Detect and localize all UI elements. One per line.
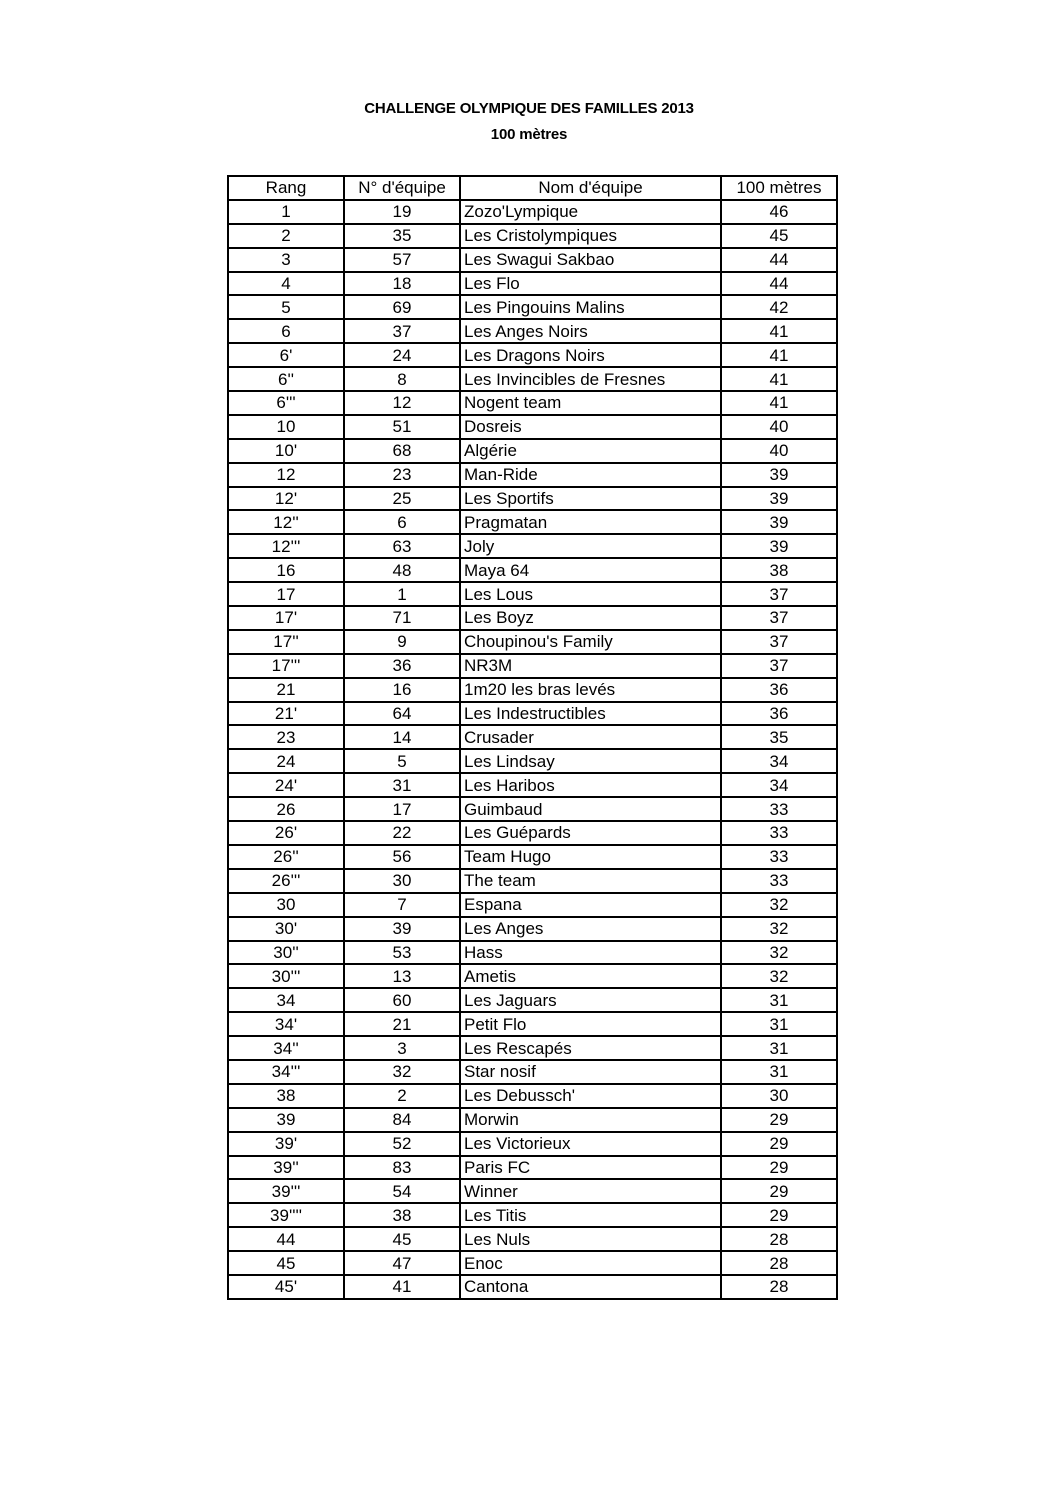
cell-team-name: Crusader — [460, 725, 721, 749]
cell-team-name: Choupinou's Family — [460, 630, 721, 654]
cell-team-name: Espana — [460, 893, 721, 917]
table-row — [228, 272, 837, 296]
cell-team-name: Les Cristolympiques — [460, 224, 721, 248]
cell-score: 37 — [721, 654, 837, 678]
cell-team-name: Les Victorieux — [460, 1132, 721, 1156]
cell-rank: 17'' — [228, 630, 344, 654]
cell-score: 41 — [721, 319, 837, 343]
cell-team-name: NR3M — [460, 654, 721, 678]
table-row — [228, 1275, 837, 1299]
table-row — [228, 224, 837, 248]
cell-rank: 30'' — [228, 941, 344, 965]
cell-team-name: Paris FC — [460, 1156, 721, 1180]
table-row — [228, 749, 837, 773]
cell-rank: 12'' — [228, 510, 344, 534]
cell-rank: 10 — [228, 415, 344, 439]
table-row — [228, 773, 837, 797]
cell-score: 29 — [721, 1179, 837, 1203]
table-row — [228, 630, 837, 654]
table-row — [228, 941, 837, 965]
cell-score: 39 — [721, 534, 837, 558]
cell-score: 42 — [721, 295, 837, 319]
cell-team-name: Joly — [460, 534, 721, 558]
table-body — [228, 200, 837, 1299]
cell-team-number: 1 — [344, 582, 460, 606]
cell-rank: 24' — [228, 773, 344, 797]
cell-score: 39 — [721, 487, 837, 511]
cell-score: 37 — [721, 582, 837, 606]
cell-score: 33 — [721, 845, 837, 869]
table-row — [228, 702, 837, 726]
cell-team-number: 7 — [344, 893, 460, 917]
cell-score: 39 — [721, 463, 837, 487]
table-row — [228, 534, 837, 558]
cell-team-name: Pragmatan — [460, 510, 721, 534]
cell-team-name: Winner — [460, 1179, 721, 1203]
cell-team-name: Les Guépards — [460, 821, 721, 845]
cell-team-number: 30 — [344, 869, 460, 893]
cell-team-name: Morwin — [460, 1108, 721, 1132]
cell-team-name: Les Invincibles de Fresnes — [460, 367, 721, 391]
table-header — [228, 176, 837, 200]
table-row — [228, 1251, 837, 1275]
table-row — [228, 510, 837, 534]
cell-rank: 23 — [228, 725, 344, 749]
cell-rank: 44 — [228, 1227, 344, 1251]
cell-team-name: Hass — [460, 941, 721, 965]
cell-team-name: Les Boyz — [460, 606, 721, 630]
table-row — [228, 415, 837, 439]
cell-team-number: 47 — [344, 1251, 460, 1275]
cell-rank: 34 — [228, 988, 344, 1012]
header-score: 100 mètres — [721, 176, 837, 200]
cell-rank: 6''' — [228, 391, 344, 415]
cell-team-number: 39 — [344, 917, 460, 941]
cell-rank: 30''' — [228, 964, 344, 988]
results-table — [227, 175, 838, 1300]
table-row — [228, 1036, 837, 1060]
table-row — [228, 964, 837, 988]
cell-score: 44 — [721, 272, 837, 296]
cell-score: 36 — [721, 702, 837, 726]
cell-team-number: 35 — [344, 224, 460, 248]
cell-team-name: Zozo'Lympique — [460, 200, 721, 224]
table-row — [228, 988, 837, 1012]
cell-team-name: Les Haribos — [460, 773, 721, 797]
cell-score: 45 — [721, 224, 837, 248]
cell-score: 32 — [721, 964, 837, 988]
cell-team-number: 31 — [344, 773, 460, 797]
cell-team-number: 25 — [344, 487, 460, 511]
cell-score: 35 — [721, 725, 837, 749]
cell-team-number: 83 — [344, 1156, 460, 1180]
cell-score: 37 — [721, 630, 837, 654]
cell-score: 40 — [721, 415, 837, 439]
cell-team-name: Les Rescapés — [460, 1036, 721, 1060]
cell-rank: 26 — [228, 797, 344, 821]
cell-team-number: 68 — [344, 439, 460, 463]
table-row — [228, 893, 837, 917]
cell-score: 32 — [721, 941, 837, 965]
cell-team-number: 54 — [344, 1179, 460, 1203]
cell-score: 32 — [721, 893, 837, 917]
cell-rank: 39'''' — [228, 1203, 344, 1227]
cell-score: 33 — [721, 869, 837, 893]
cell-team-number: 16 — [344, 678, 460, 702]
cell-score: 41 — [721, 391, 837, 415]
cell-team-number: 57 — [344, 248, 460, 272]
cell-score: 41 — [721, 367, 837, 391]
cell-team-number: 17 — [344, 797, 460, 821]
cell-score: 34 — [721, 773, 837, 797]
table-row — [228, 725, 837, 749]
table-row — [228, 463, 837, 487]
cell-rank: 45 — [228, 1251, 344, 1275]
cell-rank: 17 — [228, 582, 344, 606]
cell-rank: 1 — [228, 200, 344, 224]
cell-rank: 3 — [228, 248, 344, 272]
cell-team-name: Team Hugo — [460, 845, 721, 869]
cell-team-name: The team — [460, 869, 721, 893]
cell-team-number: 71 — [344, 606, 460, 630]
cell-team-number: 38 — [344, 1203, 460, 1227]
table-row — [228, 678, 837, 702]
cell-score: 31 — [721, 988, 837, 1012]
cell-team-name: Enoc — [460, 1251, 721, 1275]
cell-rank: 38 — [228, 1084, 344, 1108]
cell-team-number: 24 — [344, 343, 460, 367]
cell-team-number: 53 — [344, 941, 460, 965]
table-row — [228, 797, 837, 821]
cell-team-name: Les Nuls — [460, 1227, 721, 1251]
table-row — [228, 439, 837, 463]
cell-rank: 12' — [228, 487, 344, 511]
cell-team-name: Les Sportifs — [460, 487, 721, 511]
cell-team-number: 37 — [344, 319, 460, 343]
cell-score: 32 — [721, 917, 837, 941]
table-row — [228, 391, 837, 415]
cell-rank: 10' — [228, 439, 344, 463]
cell-score: 44 — [721, 248, 837, 272]
cell-rank: 39'' — [228, 1156, 344, 1180]
cell-team-number: 2 — [344, 1084, 460, 1108]
cell-team-number: 23 — [344, 463, 460, 487]
table-row — [228, 248, 837, 272]
table-row — [228, 1227, 837, 1251]
cell-rank: 26''' — [228, 869, 344, 893]
cell-team-number: 48 — [344, 558, 460, 582]
cell-team-number: 12 — [344, 391, 460, 415]
cell-score: 34 — [721, 749, 837, 773]
cell-team-number: 64 — [344, 702, 460, 726]
table-row — [228, 582, 837, 606]
table-row — [228, 200, 837, 224]
cell-team-name: Les Pingouins Malins — [460, 295, 721, 319]
cell-team-number: 84 — [344, 1108, 460, 1132]
header-row — [228, 176, 837, 200]
cell-team-number: 63 — [344, 534, 460, 558]
table-row — [228, 295, 837, 319]
cell-score: 29 — [721, 1156, 837, 1180]
cell-team-number: 69 — [344, 295, 460, 319]
cell-score: 38 — [721, 558, 837, 582]
table-row — [228, 869, 837, 893]
cell-team-name: Maya 64 — [460, 558, 721, 582]
cell-team-name: Petit Flo — [460, 1012, 721, 1036]
cell-score: 29 — [721, 1108, 837, 1132]
table-row — [228, 1060, 837, 1084]
cell-team-number: 6 — [344, 510, 460, 534]
cell-team-name: Les Indestructibles — [460, 702, 721, 726]
cell-team-number: 9 — [344, 630, 460, 654]
cell-score: 29 — [721, 1132, 837, 1156]
cell-rank: 17' — [228, 606, 344, 630]
cell-rank: 17''' — [228, 654, 344, 678]
table-row — [228, 1203, 837, 1227]
cell-rank: 4 — [228, 272, 344, 296]
cell-rank: 24 — [228, 749, 344, 773]
cell-team-name: Man-Ride — [460, 463, 721, 487]
cell-team-name: Les Debussch' — [460, 1084, 721, 1108]
cell-team-number: 5 — [344, 749, 460, 773]
header-rank: Rang — [228, 176, 344, 200]
cell-score: 30 — [721, 1084, 837, 1108]
cell-team-name: Les Lindsay — [460, 749, 721, 773]
cell-team-number: 13 — [344, 964, 460, 988]
table-row — [228, 367, 837, 391]
cell-team-number: 52 — [344, 1132, 460, 1156]
cell-rank: 39 — [228, 1108, 344, 1132]
page-title: CHALLENGE OLYMPIQUE DES FAMILLES 2013 — [364, 100, 694, 117]
cell-team-name: Les Flo — [460, 272, 721, 296]
table-row — [228, 1084, 837, 1108]
cell-rank: 21 — [228, 678, 344, 702]
cell-rank: 26'' — [228, 845, 344, 869]
cell-score: 41 — [721, 343, 837, 367]
cell-rank: 16 — [228, 558, 344, 582]
cell-rank: 12''' — [228, 534, 344, 558]
table-row — [228, 917, 837, 941]
cell-team-name: Star nosif — [460, 1060, 721, 1084]
cell-team-name: Guimbaud — [460, 797, 721, 821]
cell-team-number: 21 — [344, 1012, 460, 1036]
cell-rank: 34' — [228, 1012, 344, 1036]
cell-team-number: 32 — [344, 1060, 460, 1084]
cell-score: 33 — [721, 797, 837, 821]
table-row — [228, 654, 837, 678]
cell-team-name: Algérie — [460, 439, 721, 463]
cell-score: 28 — [721, 1251, 837, 1275]
cell-rank: 39' — [228, 1132, 344, 1156]
table-row — [228, 821, 837, 845]
cell-team-number: 60 — [344, 988, 460, 1012]
cell-team-name: Ametis — [460, 964, 721, 988]
cell-team-number: 19 — [344, 200, 460, 224]
cell-score: 37 — [721, 606, 837, 630]
table-row — [228, 845, 837, 869]
cell-team-number: 51 — [344, 415, 460, 439]
cell-team-name: Les Jaguars — [460, 988, 721, 1012]
cell-team-number: 22 — [344, 821, 460, 845]
cell-score: 33 — [721, 821, 837, 845]
table-row — [228, 558, 837, 582]
cell-score: 31 — [721, 1012, 837, 1036]
cell-score: 28 — [721, 1227, 837, 1251]
cell-team-name: Cantona — [460, 1275, 721, 1299]
cell-team-number: 8 — [344, 367, 460, 391]
cell-rank: 6' — [228, 343, 344, 367]
cell-rank: 12 — [228, 463, 344, 487]
cell-team-number: 18 — [344, 272, 460, 296]
cell-score: 46 — [721, 200, 837, 224]
cell-team-number: 41 — [344, 1275, 460, 1299]
cell-team-name: Les Swagui Sakbao — [460, 248, 721, 272]
cell-score: 36 — [721, 678, 837, 702]
cell-rank: 39''' — [228, 1179, 344, 1203]
cell-score: 29 — [721, 1203, 837, 1227]
cell-team-name: Nogent team — [460, 391, 721, 415]
cell-team-name: Les Dragons Noirs — [460, 343, 721, 367]
cell-team-number: 36 — [344, 654, 460, 678]
cell-rank: 45' — [228, 1275, 344, 1299]
cell-rank: 5 — [228, 295, 344, 319]
cell-team-name: Les Anges Noirs — [460, 319, 721, 343]
cell-rank: 6'' — [228, 367, 344, 391]
cell-team-name: Les Anges — [460, 917, 721, 941]
table-row — [228, 606, 837, 630]
table-row — [228, 1012, 837, 1036]
table-row — [228, 1156, 837, 1180]
cell-team-name: Les Lous — [460, 582, 721, 606]
cell-rank: 21' — [228, 702, 344, 726]
cell-score: 39 — [721, 510, 837, 534]
cell-score: 31 — [721, 1060, 837, 1084]
cell-rank: 34''' — [228, 1060, 344, 1084]
cell-team-number: 56 — [344, 845, 460, 869]
cell-score: 28 — [721, 1275, 837, 1299]
cell-rank: 30' — [228, 917, 344, 941]
cell-rank: 2 — [228, 224, 344, 248]
table-row — [228, 487, 837, 511]
cell-rank: 30 — [228, 893, 344, 917]
cell-rank: 26' — [228, 821, 344, 845]
table-row — [228, 1108, 837, 1132]
header-team-name: Nom d'équipe — [460, 176, 721, 200]
table-row — [228, 319, 837, 343]
cell-team-number: 14 — [344, 725, 460, 749]
table-row — [228, 1179, 837, 1203]
table-row — [228, 343, 837, 367]
header-team-number: N° d'équipe — [344, 176, 460, 200]
cell-team-number: 45 — [344, 1227, 460, 1251]
page-subtitle: 100 mètres — [490, 126, 568, 143]
table-row — [228, 1132, 837, 1156]
cell-team-number: 3 — [344, 1036, 460, 1060]
cell-score: 31 — [721, 1036, 837, 1060]
cell-rank: 34'' — [228, 1036, 344, 1060]
cell-rank: 6 — [228, 319, 344, 343]
cell-team-name: Les Titis — [460, 1203, 721, 1227]
cell-team-name: 1m20 les bras levés — [460, 678, 721, 702]
cell-score: 40 — [721, 439, 837, 463]
cell-team-name: Dosreis — [460, 415, 721, 439]
